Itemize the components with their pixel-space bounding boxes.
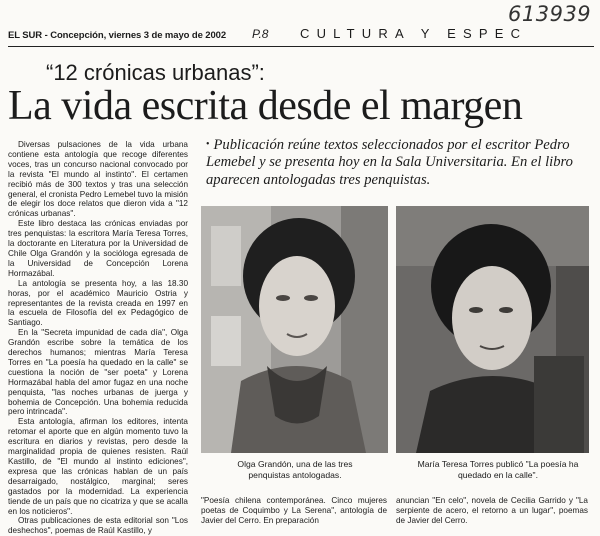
article-body-column <box>8 140 188 536</box>
section-title: CULTURA Y ESPEC <box>300 26 528 41</box>
body-paragraph: Otras publicaciones de esta editorial son "Los deshechos", poemas de Raúl Kastillo, y <box>8 516 188 536</box>
body-paragraph: En la "Secreta impunidad de cada día", Olga Grandón escribe sobre la temática de los derechos humanos; mientras María Teresa Torres en "La poesía ha quedado en la calle" se cuestiona la noción de "ser poeta" y Lorena Hormazábal habla del amor fugaz en una noche penquista, "las noches urbanas de juerga y bohemia de Concepción. Una bohemia reducida pero intrincada". <box>8 328 188 417</box>
body-paragraph: Esta antología, afirman los editores, intenta retomar el aporte que en algún momento tuvo la escritura en diarios y revistas, pero desde la marginalidad propia de quienes resisten. Raúl Kastillo, de "El mundo al instinto ediciones", expresa que las crónicas hablan de un país desarraigado, nostálgico, marginal; seres gastados por la modernidad. La experiencia tiende de un país que no cicatriza y que se acalla en los noticieros". <box>8 417 188 516</box>
handwritten-archive-number: 613939 <box>508 2 592 26</box>
lead-bullet: • <box>206 139 210 150</box>
header-divider <box>8 46 594 47</box>
photo-olga-grandon <box>201 206 388 453</box>
body-paragraph: Este libro destaca las crónicas enviadas por tres penquistas: la escritora María Teresa Torres, la doctorante en Literatura por la Universidad de Chile Olga Grandón y la socióloga egresada de la Universidad de Concepción Lorena Hormazábal. <box>8 219 188 278</box>
article-lead <box>206 136 590 189</box>
article-kicker: “12 crónicas urbanas”: <box>46 60 265 85</box>
article-continuation-middle: "Poesía chilena contemporánea. Cinco mujeres poetas de Coquimbo y La Serena", antología de Javier del Cerro. En preparación <box>201 496 387 525</box>
newspaper-dateline: EL SUR - Concepción, viernes 3 de mayo de 2002 <box>8 30 227 41</box>
article-headline: La vida escrita desde el margen <box>8 83 523 129</box>
photo-maria-teresa-torres <box>396 206 589 453</box>
lead-text: Publicación reúne textos seleccionados por el escritor Pedro Lemebel y se presenta hoy en la Sala Universitaria. En el libro aparecen antologadas tres penquistas. <box>206 137 573 188</box>
body-paragraph: La antología se presenta hoy, a las 18.30 horas, por el académico Mauricio Ostria y representantes de la revista creada en 1997 en la escuela de Filosofía del ex Pedagógico de Santiago. <box>8 278 188 328</box>
article-continuation-right: anuncian "En celo", novela de Cecilia Garrido y "La serpiente de acero, el retorno a un lugar", poemas de Javier del Cerro. <box>396 496 588 525</box>
page-number: P.8 <box>252 27 269 41</box>
photo-caption: María Teresa Torres publicó "La poesía ha quedado en la calle". <box>417 459 579 480</box>
photo-caption: Olga Grandón, una de las tres penquistas antologadas. <box>237 459 353 480</box>
body-paragraph: Diversas pulsaciones de la vida urbana contiene esta antología que recoge diferentes voces, tras un concurso nacional convocado por la revista "El mundo al instinto". El certamen recibió más de 300 textos y tras una selección general, el cronista Pedro Lemebel tuvo la misión de elegir los doce relatos que dieron vida a "12 crónicas urbanas". <box>8 140 188 219</box>
